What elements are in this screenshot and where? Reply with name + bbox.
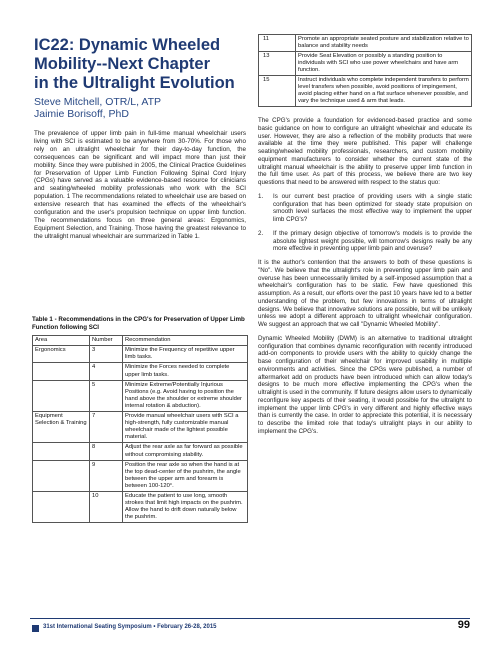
- cell-area: [33, 363, 90, 380]
- table-row: [33, 380, 248, 411]
- cell-rec: Provide manual wheelchair users with SCI a high-strength, fully customizable manual wheelchair made of the lightest possible material.: [123, 412, 248, 443]
- footer-text: 31st International Seating Symposium • February 26-28, 2015: [43, 624, 217, 630]
- cell-number: 3: [90, 346, 123, 363]
- table-row: [259, 76, 472, 107]
- question-number: 1.: [258, 192, 264, 200]
- recommendations-table: [32, 335, 248, 523]
- header-recommendation: Recommendation: [123, 336, 248, 346]
- cell-area: [33, 443, 90, 460]
- paragraph: It is the author's contention that the answers to both of these questions is "No". We believe that the ultralight's role in preventing upper limb pain and overuse has been unnecessarily limited by a self-imposed assumption that a wheelchair's configuration has to be static. Few have questioned this assumption. As a result, our efforts over the past 10 years have led to a better understanding of the problem, but few innovations in terms of ultralight designs. We believe that innovative solutions are possible, but will be unlikely unless we adopt a different approach to ultralight wheelchair configuration. We suggest an approach that we call "Dynamic Wheeled Mobility".: [258, 259, 472, 328]
- author: Jaimie Borisoff, PhD: [34, 108, 129, 120]
- cell-number: 7: [90, 412, 123, 443]
- cell-area: [33, 380, 90, 411]
- question-text: If the primary design objective of tomorrow's models is to provide the absolute lightest weight possible, will tomorrow's designs really be any more effective in preventing upper limb pain and overuse?: [273, 229, 472, 253]
- cell-number: 5: [90, 380, 123, 411]
- table-row: [259, 35, 472, 52]
- intro-section: [34, 130, 246, 241]
- cell-rec: Position the rear axle so when the hand is at the top dead-center of the pushrim, the angle between the upper arm and forearm is between 100-120°.: [123, 460, 248, 491]
- table-caption: Table 1 - Recommendations in the CPG's for Preservation of Upper Limb Function following SCI: [32, 316, 245, 331]
- cell-number: 10: [90, 491, 123, 522]
- cell-rec: Educate the patient to use long, smooth strokes that limit high impacts on the pushrim. Allow the hand to drift down naturally below the pushrim.: [123, 491, 248, 522]
- cell-rec: Minimize Extreme/Potentially Injurious Positions (e.g. Avoid having to position the hand above the shoulder or extreme shoulder internal rotation & abduction).: [123, 380, 248, 411]
- cell-number: 9: [90, 460, 123, 491]
- header-number: Number: [90, 336, 123, 346]
- cell-number: 8: [90, 443, 123, 460]
- cell-number: 4: [90, 363, 123, 380]
- question-list: [258, 193, 472, 253]
- cell-number: 11: [259, 35, 296, 52]
- cell-area: [33, 460, 90, 491]
- cell-area: Ergonomics: [33, 346, 90, 363]
- symposium-logo-icon: [32, 625, 39, 632]
- question-text: Is our current best practice of providing users with a single static configuration that has been optimized for steady state propulsion on smooth level surfaces the most effective way to implement the upper limb CPG's?: [273, 192, 472, 223]
- body-text: [258, 117, 472, 436]
- table-row: [33, 443, 248, 460]
- cell-rec: Minimize the Frequency of repetitive upper limb tasks.: [123, 346, 248, 363]
- cell-rec: Minimize the Forces needed to complete upper limb tasks.: [123, 363, 248, 380]
- paragraph: The CPG's provide a foundation for evidenced-based practice and some basic guidance on how to configure an ultralight wheelchair and educate its user. However, they are also a reflection of the mobility products that were available at the time they were published. This paper will challenge seating/wheeled mobility professionals, researchers, and custom mobility equipment manufacturers to consider whether the current state of the ultralight manual wheelchair is the ability to preserve upper limb function in the full time user. As part of this process, we believe there are two key questions that need to be answered with respect to the status quo:: [258, 117, 472, 186]
- intro-paragraph: The prevalence of upper limb pain in full-time manual wheelchair users living with SCI is estimated to be anywhere from 30-70%. For those who rely on an ultralight wheelchair for their day-to-day function, the consequences can be significant and will impact more than just their mobility. Since they were published in 2005, the Clinical Practice Guidelines for Preservation of Upper Limb Function Following Spinal Cord Injury (CPGs) have served as a valuable evidence-based resource for clinicians and seating/wheeled mobility professionals who work with the SCI population. 1 The recommendations related to wheelchair use are based on extensive research that has examined the effects of the wheelchair's configuration and the user's propulsion technique on upper limb function. The recommendations focus on three general areas: Ergonomics, Equipment Selection, and Training. Those having the greatest relevance to the ultralight manual wheelchair are summarized in Table 1.: [34, 130, 246, 240]
- cell-rec: Adjust the rear axle as far forward as possible without compromising stability.: [123, 443, 248, 460]
- title-line: Mobility--Next Chapter: [34, 55, 211, 73]
- page-footer: [30, 618, 470, 635]
- authors: [34, 96, 254, 120]
- question-item: [258, 230, 472, 253]
- table-row: [33, 491, 248, 522]
- paper-title: [34, 36, 254, 93]
- table-row: [259, 52, 472, 76]
- cell-rec: Provide Seat Elevation or possibly a standing position to individuals with SCI who use power wheelchairs and have arm function.: [296, 52, 472, 76]
- cell-area: Equipment Selection & Training: [33, 412, 90, 443]
- table-header-row: [33, 336, 248, 346]
- title-line: in the Ultralight Evolution: [34, 74, 235, 92]
- header-area: Area: [33, 336, 90, 346]
- cell-number: 13: [259, 52, 296, 76]
- recommendations-table-continued: [258, 34, 472, 107]
- cell-rec: Promote an appropriate seated posture and stabilization relative to balance and stability needs: [296, 35, 472, 52]
- page-number: 99: [457, 619, 470, 631]
- title-line: IC22: Dynamic Wheeled: [34, 36, 221, 54]
- table-1-continued: [258, 34, 472, 107]
- table-1: [32, 316, 248, 523]
- question-number: 2.: [258, 229, 264, 237]
- author: Steve Mitchell, OTR/L, ATP: [34, 96, 162, 108]
- table-row: [33, 460, 248, 491]
- cell-area: [33, 491, 90, 522]
- cell-number: 15: [259, 76, 296, 107]
- paragraph: Dynamic Wheeled Mobility (DWM) is an alternative to traditional ultralight configuration that combines dynamic reconfiguration with recently introduced add-on components to provide users with the ability to quickly change the base configuration of their wheelchair for improved usability in multiple environments and activities. Since the CPGs were published, a number of aftermarket add on products have been introduced which can allow today's designs to be much more effective implementing the CPG's when the ultralight is used in the community. If future designs allow users to dynamically reconfigure key aspects of their seating, it would possible for the ultralight to implement the upper limb CPG's in very different and highly effective ways than is currently the case. In order to appreciate this potential, it is necessary to describe the limited role that today's ultralight plays in our ability to implement the CPG's.: [258, 334, 472, 435]
- table-row: [33, 346, 248, 363]
- table-row: [33, 412, 248, 443]
- cell-rec: Instruct individuals who complete independent transfers to perform level transfers when possible, avoid positions of impingement, avoid placing either hand on a flat surface whenever possible, and vary the technique used & arm that leads.: [296, 76, 472, 107]
- table-row: [33, 363, 248, 380]
- right-column: [258, 34, 472, 442]
- question-item: [258, 193, 472, 224]
